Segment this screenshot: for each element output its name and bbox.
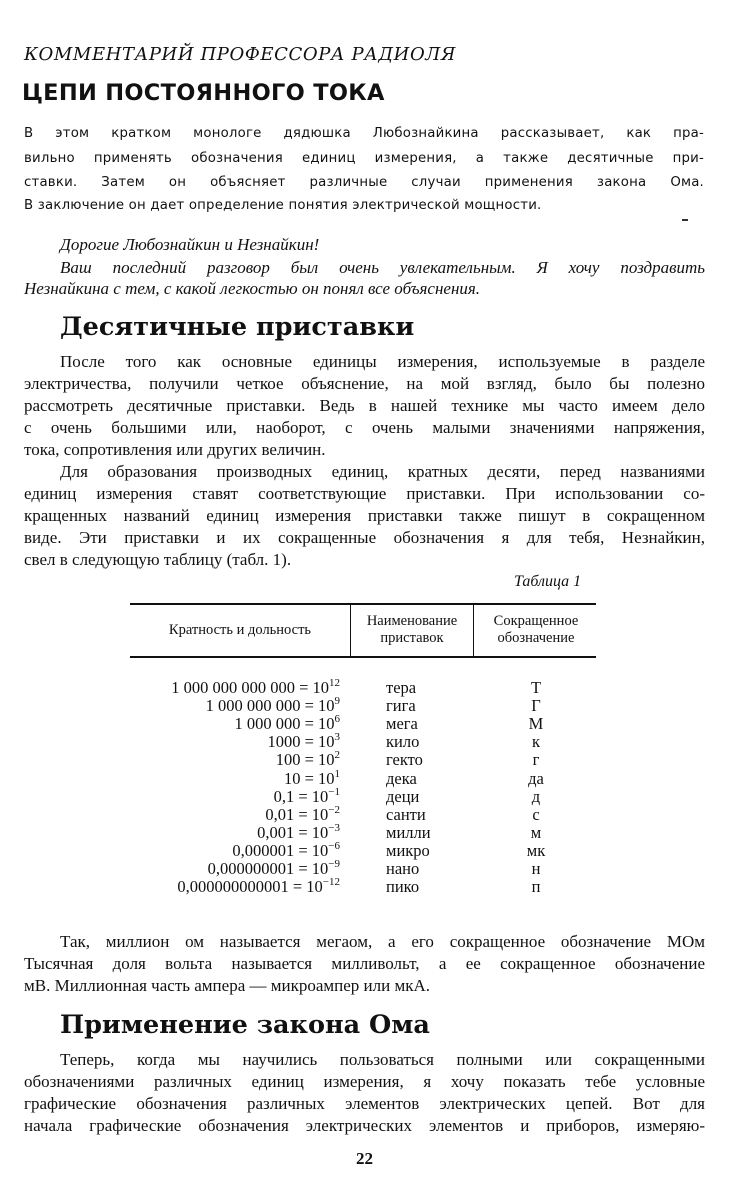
- multiplicity-value: 1 000 000 000: [205, 696, 301, 716]
- power-of-ten: = 10: [300, 696, 335, 716]
- table-cell-abbreviation: м: [530, 822, 542, 842]
- exponent: −1: [328, 785, 340, 798]
- table-header-multiplicity: Кратность и дольность: [168, 622, 312, 638]
- table-cell-multiplicity: [100, 767, 340, 788]
- multiplicity-value: 0,000001: [232, 840, 295, 860]
- letter-line: Ваш последний разговор был очень увлекательным. Я хочу поздравить: [60, 258, 705, 277]
- chapter-title: ЦЕПИ ПОСТОЯННОГО ТОКА: [22, 80, 385, 106]
- power-of-ten: = 10: [294, 678, 329, 697]
- table-header-rule: [130, 656, 596, 658]
- table-cell-prefix-name: гекто: [386, 750, 423, 770]
- paragraph-line: графические обозначения различных элементов электрических цепей. Вот для: [24, 1094, 705, 1113]
- power-of-ten: = 10: [300, 732, 335, 752]
- multiplicity-value: 0,001: [257, 822, 295, 842]
- power-of-ten: = 10: [294, 804, 329, 824]
- table-cell-multiplicity: [100, 821, 340, 842]
- prefix-table: [130, 603, 596, 903]
- table-cell-prefix-name: санти: [386, 804, 426, 824]
- table-cell-multiplicity: [100, 715, 340, 733]
- multiplicity-value: 0,000000000001: [177, 877, 289, 897]
- table-header-abbreviation: Сокращенное обозначение: [493, 613, 579, 646]
- table-cell-multiplicity: [100, 751, 340, 769]
- table-cell-abbreviation: М: [528, 714, 544, 734]
- letter-greeting: Дорогие Любознайкин и Незнайкин!: [60, 235, 320, 254]
- section-heading-prefixes: Десятичные приставки: [60, 312, 415, 342]
- exponent: −6: [328, 839, 340, 852]
- paragraph-line: обозначениями различных единиц измерения, я хочу показать тебе условные: [24, 1072, 705, 1091]
- table-cell-abbreviation: Г: [531, 696, 541, 716]
- multiplicity-value: 0,000000001: [207, 859, 295, 878]
- exponent: −3: [328, 821, 340, 834]
- multiplicity-value: 10: [283, 768, 301, 788]
- paragraph-line: Теперь, когда мы научились пользоваться полными или сокращенными: [60, 1050, 705, 1069]
- paragraph-line: электричества, получили четкое объяснение, на мой взгляд, было бы полезно: [24, 374, 705, 393]
- table-cell-multiplicity: [100, 697, 340, 715]
- multiplicity-value: 1 000 000: [234, 714, 301, 734]
- power-of-ten: = 10: [294, 840, 329, 860]
- table-cell-abbreviation: Т: [530, 678, 542, 697]
- intro-line: вильно применять обозначения единиц измерения, а также десятичные при-: [24, 151, 704, 166]
- multiplicity-value: 1 000 000 000 000: [171, 678, 295, 697]
- power-of-ten: = 10: [300, 714, 335, 734]
- intro-line: В этом кратком монологе дядюшка Любознайкина рассказывает, как пра-: [24, 126, 704, 141]
- paragraph-line: Тысячная доля вольта называется милливольт, а ее сокращенное обозначение: [24, 954, 705, 973]
- multiplicity-value: 100: [275, 750, 301, 770]
- table-column-divider: [350, 603, 351, 656]
- paragraph-line: единиц измерения ставят соответствующие приставки. При использовании со-: [24, 484, 705, 503]
- table-cell-prefix-name: мега: [386, 714, 418, 734]
- table-cell-abbreviation: к: [531, 732, 541, 752]
- power-of-ten: = 10: [288, 877, 323, 897]
- table-header-prefix-name: Наименование приставок: [366, 613, 458, 646]
- paragraph-line: с очень большими или, наоборот, с очень малыми значениями напряжения,: [24, 418, 705, 437]
- table-cell-prefix-name: кило: [386, 732, 420, 752]
- table-cell-multiplicity: [100, 785, 340, 806]
- power-of-ten: = 10: [294, 822, 329, 842]
- table-cell-prefix-name: деци: [386, 786, 420, 806]
- exponent: 2: [334, 749, 340, 762]
- table-cell-abbreviation: н: [531, 859, 541, 878]
- print-mark: [682, 219, 688, 221]
- paragraph-line: мВ. Миллионная часть ампера — микроампер или мкА.: [24, 976, 431, 995]
- table-cell-multiplicity: [100, 803, 340, 824]
- paragraph-line: свел в следующую таблицу (табл. 1).: [24, 550, 292, 569]
- section-kicker: КОММЕНТАРИЙ ПРОФЕССОРА РАДИОЛЯ: [24, 44, 457, 65]
- power-of-ten: = 10: [300, 768, 335, 788]
- multiplicity-value: 0,1: [273, 786, 295, 806]
- table-cell-abbreviation: с: [532, 804, 540, 824]
- exponent: −12: [322, 876, 340, 889]
- paragraph-line: кращенных названий единиц измерения приставки также пишут в сокращенном: [24, 506, 705, 525]
- table-cell-prefix-name: нано: [386, 859, 420, 878]
- power-of-ten: = 10: [294, 786, 329, 806]
- table-top-rule: [130, 603, 596, 605]
- table-cell-prefix-name: тера: [386, 678, 417, 697]
- table-cell-prefix-name: милли: [386, 822, 431, 842]
- paragraph-line: рассмотреть десятичные приставки. Ведь в нашей технике мы часто имеем дело: [24, 396, 705, 415]
- page-number: 22: [356, 1149, 373, 1168]
- multiplicity-value: 0,01: [265, 804, 295, 824]
- table-cell-multiplicity: [100, 733, 340, 751]
- intro-line: ставки. Затем он объясняет различные случаи применения закона Ома.: [24, 175, 704, 190]
- table-cell-prefix-name: пико: [386, 877, 420, 897]
- section-heading-ohms-law: Применение закона Ома: [60, 1010, 430, 1040]
- table-cell-multiplicity: [100, 839, 340, 860]
- table-caption: Таблица 1: [514, 573, 582, 590]
- table-cell-abbreviation: мк: [526, 840, 546, 860]
- paragraph-line: тока, сопротивления или других величин.: [24, 440, 326, 459]
- multiplicity-value: 1000: [267, 732, 301, 752]
- table-cell-multiplicity: [100, 878, 340, 896]
- table-cell-prefix-name: дека: [386, 768, 417, 788]
- table-cell-abbreviation: да: [528, 768, 544, 788]
- paragraph-line: После того как основные единицы измерения, используемые в разделе: [60, 352, 705, 371]
- paragraph-line: виде. Эти приставки и их сокращенные обозначения я для тебя, Незнайкин,: [24, 528, 705, 547]
- intro-line: В заключение он дает определение понятия электрической мощности.: [24, 198, 542, 213]
- table-cell-multiplicity: [100, 860, 340, 878]
- paragraph-line: Для образования производных единиц, кратных десяти, перед названиями: [60, 462, 705, 481]
- exponent: −9: [328, 858, 340, 870]
- table-cell-prefix-name: гига: [386, 696, 416, 716]
- table-column-divider: [473, 603, 474, 656]
- paragraph-line: Так, миллион ом называется мегаом, а его сокращенное обозначение МОм: [60, 932, 705, 951]
- exponent: 9: [334, 695, 340, 708]
- table-cell-abbreviation: д: [531, 786, 541, 806]
- paragraph-line: начала графические обозначения электрических элементов и приборов, измеряю-: [24, 1116, 705, 1135]
- table-cell-abbreviation: г: [532, 750, 540, 770]
- table-cell-abbreviation: п: [531, 877, 541, 897]
- exponent: 6: [334, 713, 340, 726]
- exponent: 3: [334, 731, 340, 744]
- table-cell-prefix-name: микро: [386, 840, 430, 860]
- letter-line: Незнайкина с тем, с какой легкостью он понял все объяснения.: [24, 279, 481, 298]
- exponent: 1: [334, 767, 340, 780]
- exponent: −2: [328, 803, 340, 816]
- exponent: 12: [329, 677, 340, 689]
- power-of-ten: = 10: [294, 859, 329, 878]
- table-cell-multiplicity: [100, 679, 340, 697]
- power-of-ten: = 10: [300, 750, 335, 770]
